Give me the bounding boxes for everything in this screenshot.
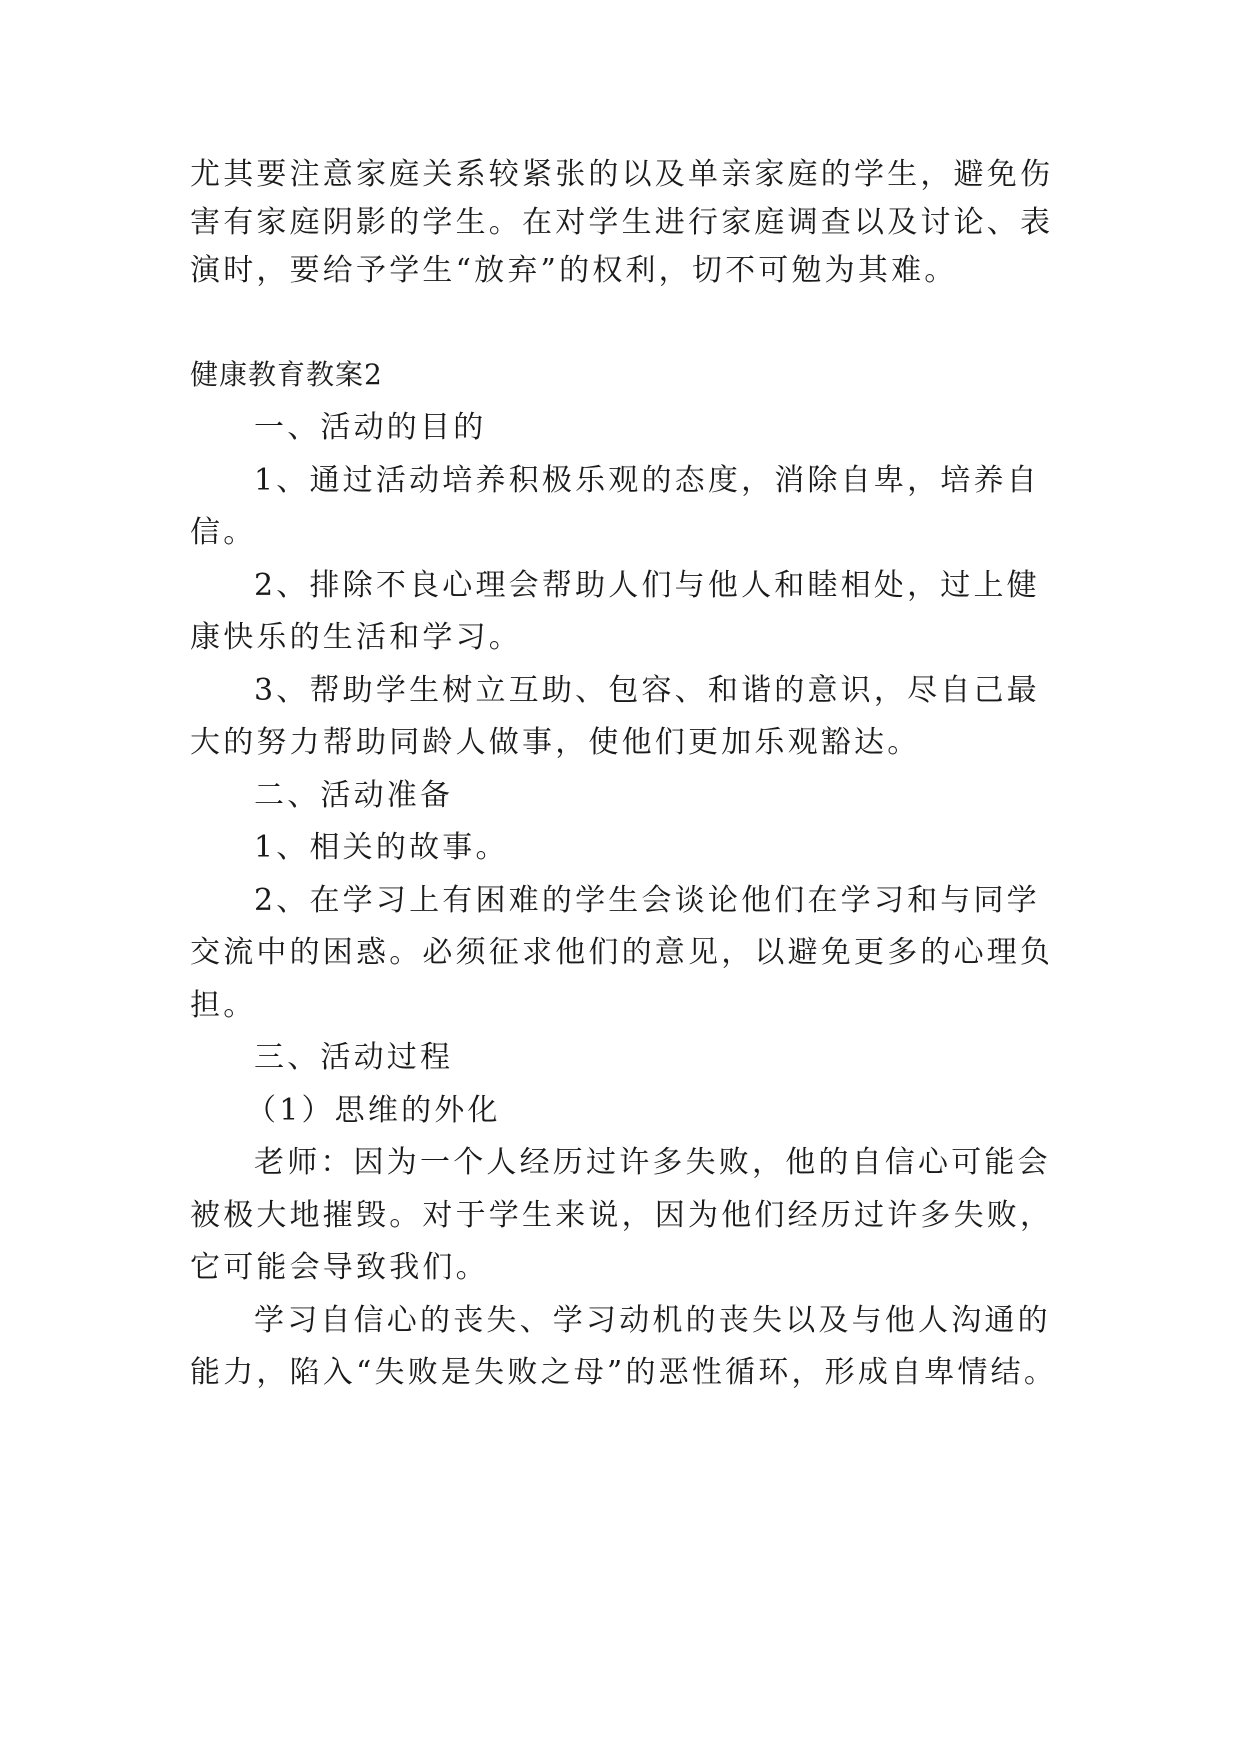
heading-purpose: 一、活动的目的 bbox=[254, 410, 487, 445]
intro-line-3: 演时，要给予学生“放弃”的权利，切不可勉为其难。 bbox=[190, 253, 958, 288]
goal-3-line-2: 大的努力帮助同龄人做事，使他们更加乐观豁达。 bbox=[190, 725, 921, 760]
prep-1: 1、相关的故事。 bbox=[254, 830, 509, 865]
prep-2-line-2: 交流中的困惑。必须征求他们的意见，以避免更多的心理负 bbox=[190, 935, 1054, 970]
teacher-line-1: 老师：因为一个人经历过许多失败，他的自信心可能会 bbox=[254, 1145, 1051, 1180]
intro-line-2: 害有家庭阴影的学生。在对学生进行家庭调查以及讨论、表 bbox=[190, 205, 1054, 240]
section-title: 健康教育教案2 bbox=[190, 358, 383, 391]
heading-preparation: 二、活动准备 bbox=[254, 778, 454, 813]
subheading-externalization: （1）思维的外化 bbox=[246, 1093, 501, 1128]
goal-2-line-2: 康快乐的生活和学习。 bbox=[190, 620, 522, 655]
teacher-line-2: 被极大地摧毁。对于学生来说，因为他们经历过许多失败， bbox=[190, 1198, 1054, 1233]
intro-line-1: 尤其要注意家庭关系较紧张的以及单亲家庭的学生，避免伤 bbox=[190, 157, 1054, 192]
closing-line-2: 能力，陷入“失败是失败之母”的恶性循环，形成自卑情结。 bbox=[190, 1355, 1058, 1390]
goal-2-line-1: 2、排除不良心理会帮助人们与他人和睦相处，过上健 bbox=[254, 568, 1040, 603]
goal-3-line-1: 3、帮助学生树立互助、包容、和谐的意识，尽自己最 bbox=[254, 673, 1040, 708]
closing-line-1: 学习自信心的丧失、学习动机的丧失以及与他人沟通的 bbox=[254, 1303, 1051, 1338]
goal-1-line-2: 信。 bbox=[190, 515, 257, 550]
teacher-line-3: 它可能会导致我们。 bbox=[190, 1250, 489, 1285]
prep-2-line-3: 担。 bbox=[190, 988, 257, 1023]
prep-2-line-1: 2、在学习上有困难的学生会谈论他们在学习和与同学 bbox=[254, 883, 1040, 918]
heading-process: 三、活动过程 bbox=[254, 1040, 454, 1075]
goal-1-line-1: 1、通过活动培养积极乐观的态度，消除自卑，培养自 bbox=[254, 463, 1040, 498]
